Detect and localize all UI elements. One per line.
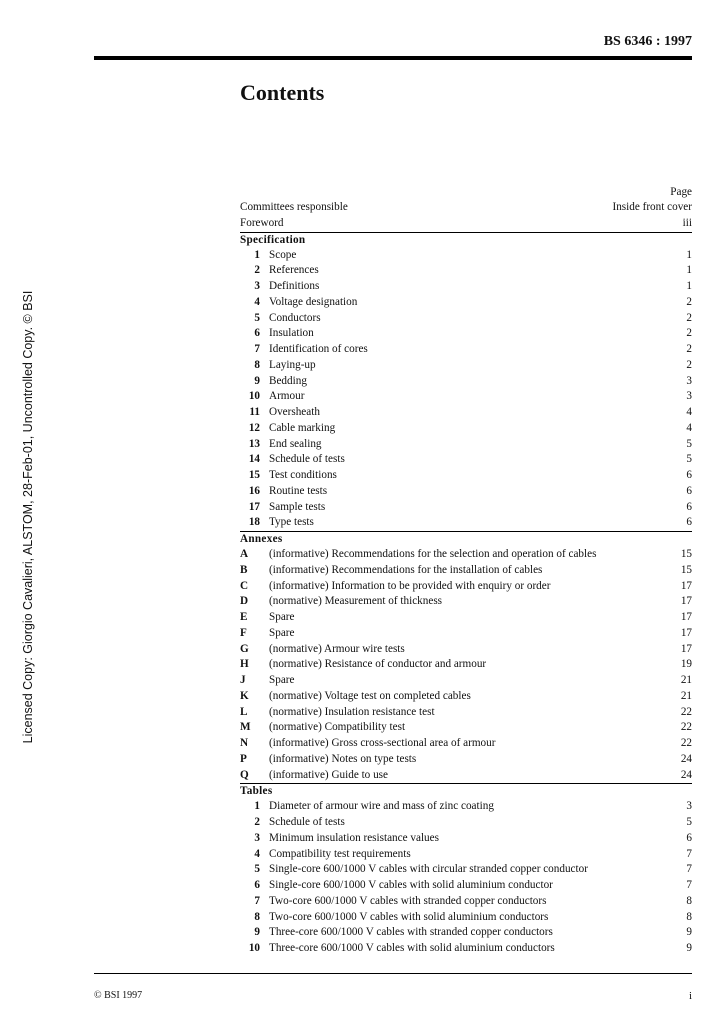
toc-label: (normative) Insulation resistance test: [269, 705, 435, 718]
toc-number: Q: [240, 768, 249, 781]
toc-page: 2: [686, 327, 692, 340]
license-watermark: Licensed Copy: Giorgio Cavalieri, ALSTOM, 28-Feb-01, Uncontrolled Copy. © BSI: [21, 290, 35, 744]
toc-label: Sample tests: [269, 500, 326, 513]
toc-number: 4: [254, 295, 260, 308]
toc-number: 7: [254, 894, 260, 907]
annexes-list: [240, 547, 692, 783]
toc-number: G: [240, 642, 249, 655]
footer-rule: [94, 973, 692, 974]
section-heading-tables: Tables: [240, 783, 692, 799]
toc-page: 22: [680, 705, 692, 718]
toc-row: [240, 515, 692, 531]
toc-row: [240, 925, 692, 941]
toc-page: 9: [686, 942, 692, 954]
toc-page: 2: [686, 343, 692, 355]
toc-label: Armour: [269, 390, 305, 403]
toc-number: E: [240, 611, 248, 623]
toc-row: [240, 673, 692, 689]
toc-row: [240, 279, 692, 295]
toc-row: [240, 847, 692, 863]
toc-number: 10: [248, 390, 260, 403]
toc-label: Type tests: [269, 516, 314, 529]
toc-label: Two-core 600/1000 V cables with stranded copper conductors: [269, 894, 547, 907]
toc-row: [240, 389, 692, 405]
toc-label: Compatibility test requirements: [269, 847, 411, 860]
toc-page: 5: [686, 453, 692, 466]
toc-page: 2: [686, 311, 692, 324]
toc-label: (informative) Notes on type tests: [269, 752, 417, 765]
toc-label: Insulation: [269, 327, 314, 340]
toc-row: [240, 610, 692, 626]
toc-label: Bedding: [269, 374, 307, 387]
toc-label: Schedule of tests: [269, 816, 345, 828]
toc-row: [240, 720, 692, 736]
toc-row: [240, 311, 692, 327]
toc-row: [240, 642, 692, 658]
toc-row: [240, 248, 692, 264]
toc-row: [240, 894, 692, 910]
toc-label: (normative) Voltage test on completed cables: [269, 689, 471, 702]
tables-list: [240, 799, 692, 957]
toc-number: 10: [248, 942, 260, 954]
page-column-heading: Page: [670, 186, 692, 198]
section-heading-annexes: Annexes: [240, 531, 692, 547]
toc-number: 12: [248, 421, 260, 434]
toc-number: J: [240, 674, 246, 686]
toc-number: 2: [254, 816, 260, 828]
toc-page: 21: [680, 689, 692, 702]
toc-row: [240, 594, 692, 610]
toc-page: iii: [682, 216, 692, 229]
toc-label: Spare: [269, 626, 295, 639]
toc-label: Committees responsible: [240, 201, 348, 213]
toc-page: 15: [680, 563, 692, 576]
toc-label: (normative) Measurement of thickness: [269, 595, 443, 608]
toc-row: [240, 405, 692, 421]
toc-label: Minimum insulation resistance values: [269, 831, 439, 844]
specification-list: [240, 248, 692, 532]
toc-row: [240, 862, 692, 878]
toc-number: K: [240, 689, 249, 702]
toc-row: [240, 326, 692, 342]
toc-page: 24: [680, 752, 692, 765]
toc-number: A: [240, 548, 249, 560]
toc-page: 1: [686, 248, 692, 261]
toc-row: [240, 484, 692, 500]
toc-label: (informative) Information to be provided with enquiry or order: [269, 579, 551, 592]
toc-page: 17: [680, 611, 692, 623]
toc-page: 2: [686, 295, 692, 308]
toc-page: 9: [686, 926, 692, 939]
toc-page: 1: [686, 264, 692, 277]
toc-number: 9: [254, 926, 260, 939]
toc-number: H: [240, 658, 249, 671]
toc-label: Foreword: [240, 216, 284, 229]
toc-label: (informative) Recommendations for the installation of cables: [269, 563, 543, 576]
toc-number: 6: [254, 879, 260, 891]
toc-page: 21: [680, 674, 692, 686]
toc-page: 1: [686, 280, 692, 292]
toc-label: (informative) Recommendations for the selection and operation of cables: [269, 548, 597, 560]
toc-number: 16: [248, 484, 260, 497]
toc-number: N: [240, 737, 249, 749]
toc-row: [240, 263, 692, 279]
toc-page: 5: [686, 816, 692, 828]
toc-page: 4: [686, 421, 692, 434]
toc-label: Diameter of armour wire and mass of zinc coating: [269, 800, 494, 813]
toc-label: Identification of cores: [269, 343, 368, 355]
toc-row: [240, 452, 692, 468]
toc-label: Conductors: [269, 311, 321, 324]
toc-number: C: [240, 579, 249, 592]
toc-label: (informative) Guide to use: [269, 768, 388, 781]
toc-row: [240, 752, 692, 768]
toc-page: 6: [686, 500, 692, 513]
toc-page: 22: [680, 737, 692, 749]
toc-row: [240, 468, 692, 484]
toc-page: 3: [686, 390, 692, 403]
toc-row: [240, 657, 692, 673]
toc-label: Three-core 600/1000 V cables with stranded copper conductors: [269, 926, 553, 939]
toc-label: Three-core 600/1000 V cables with solid aluminium conductors: [269, 942, 555, 954]
toc-row: [240, 295, 692, 311]
toc-page: 7: [686, 863, 692, 876]
toc-row: [240, 768, 692, 784]
toc-number: 3: [254, 831, 260, 844]
toc-row: [240, 878, 692, 894]
toc-row: [240, 831, 692, 847]
toc-number: F: [240, 626, 247, 639]
toc-label: Oversheath: [269, 406, 320, 418]
toc-row: [240, 547, 692, 563]
toc-row: [240, 216, 692, 232]
toc-page: 6: [686, 484, 692, 497]
toc-label: Scope: [269, 248, 297, 261]
toc-number: 1: [254, 248, 260, 261]
toc-number: 15: [248, 469, 260, 481]
toc-label: (normative) Armour wire tests: [269, 642, 405, 655]
toc-row: [240, 563, 692, 579]
toc-page: 7: [686, 847, 692, 860]
toc-number: 18: [248, 516, 260, 529]
toc-page: Inside front cover: [612, 201, 692, 213]
toc-number: 3: [254, 280, 260, 292]
toc-page: 8: [686, 910, 692, 923]
toc-page: 2: [686, 358, 692, 371]
toc-number: 13: [248, 437, 260, 450]
toc-label: Cable marking: [269, 421, 336, 434]
toc-label: (normative) Resistance of conductor and armour: [269, 658, 487, 671]
table-of-contents: [240, 184, 692, 957]
toc-page: 15: [680, 548, 692, 560]
toc-number: 8: [254, 910, 260, 923]
toc-row: [240, 421, 692, 437]
toc-row: [240, 705, 692, 721]
toc-row: [240, 910, 692, 926]
toc-page: 7: [686, 879, 692, 891]
toc-row: [240, 941, 692, 957]
footer-page-number: i: [688, 990, 692, 1002]
toc-number: 5: [254, 863, 260, 876]
toc-label: Single-core 600/1000 V cables with solid aluminium conductor: [269, 879, 553, 891]
toc-number: 5: [254, 311, 260, 324]
toc-label: Routine tests: [269, 484, 328, 497]
toc-label: (informative) Gross cross-sectional area of armour: [269, 737, 496, 749]
toc-number: 2: [254, 264, 260, 277]
toc-row: [240, 579, 692, 595]
toc-number: M: [240, 721, 251, 734]
toc-number: 9: [254, 374, 260, 387]
toc-number: L: [240, 705, 248, 718]
toc-label: Definitions: [269, 280, 320, 292]
toc-page: 17: [680, 642, 692, 655]
toc-page: 6: [686, 831, 692, 844]
toc-page: 17: [680, 626, 692, 639]
toc-number: 14: [248, 453, 260, 466]
toc-number: P: [240, 752, 247, 765]
header-rule: [94, 56, 692, 60]
toc-row: [240, 500, 692, 516]
toc-row: [240, 799, 692, 815]
toc-page: 3: [686, 374, 692, 387]
toc-number: D: [240, 595, 249, 608]
toc-number: 11: [249, 406, 260, 418]
standard-code: BS 6346 : 1997: [603, 34, 692, 49]
section-heading-specification: Specification: [240, 232, 692, 248]
front-matter-list: [240, 200, 692, 232]
toc-row: [240, 374, 692, 390]
toc-row: [240, 815, 692, 831]
toc-label: Single-core 600/1000 V cables with circular stranded copper conductor: [269, 863, 588, 876]
toc-row: [240, 689, 692, 705]
toc-page: 8: [686, 894, 692, 907]
toc-label: Voltage designation: [269, 295, 358, 308]
toc-label: (normative) Compatibility test: [269, 721, 406, 734]
toc-row: [240, 736, 692, 752]
toc-page: 6: [686, 469, 692, 481]
toc-label: References: [269, 264, 319, 277]
toc-label: Spare: [269, 611, 295, 623]
toc-number: 1: [254, 800, 260, 813]
toc-row: [240, 200, 692, 216]
toc-page: 17: [680, 595, 692, 608]
toc-label: Laying-up: [269, 358, 316, 371]
toc-page: 6: [686, 516, 692, 529]
toc-number: 6: [254, 327, 260, 340]
page-title: Contents: [240, 80, 325, 105]
toc-label: Schedule of tests: [269, 453, 345, 466]
toc-number: 7: [254, 343, 260, 355]
toc-page: 19: [680, 658, 692, 671]
toc-number: B: [240, 563, 248, 576]
toc-page: 5: [686, 437, 692, 450]
footer-copyright: © BSI 1997: [94, 990, 143, 1001]
toc-page: 4: [686, 406, 692, 418]
toc-row: [240, 626, 692, 642]
toc-label: Two-core 600/1000 V cables with solid aluminium conductors: [269, 910, 549, 923]
toc-number: 17: [248, 500, 260, 513]
toc-page: 22: [680, 721, 692, 734]
toc-label: Test conditions: [269, 469, 337, 481]
toc-row: [240, 342, 692, 358]
toc-label: Spare: [269, 674, 295, 686]
toc-row: [240, 358, 692, 374]
toc-page: 17: [680, 579, 692, 592]
toc-page: 3: [686, 800, 692, 813]
toc-row: [240, 437, 692, 453]
toc-label: End sealing: [269, 437, 322, 450]
toc-number: 4: [254, 847, 260, 860]
toc-number: 8: [254, 358, 260, 371]
toc-page: 24: [680, 768, 692, 781]
